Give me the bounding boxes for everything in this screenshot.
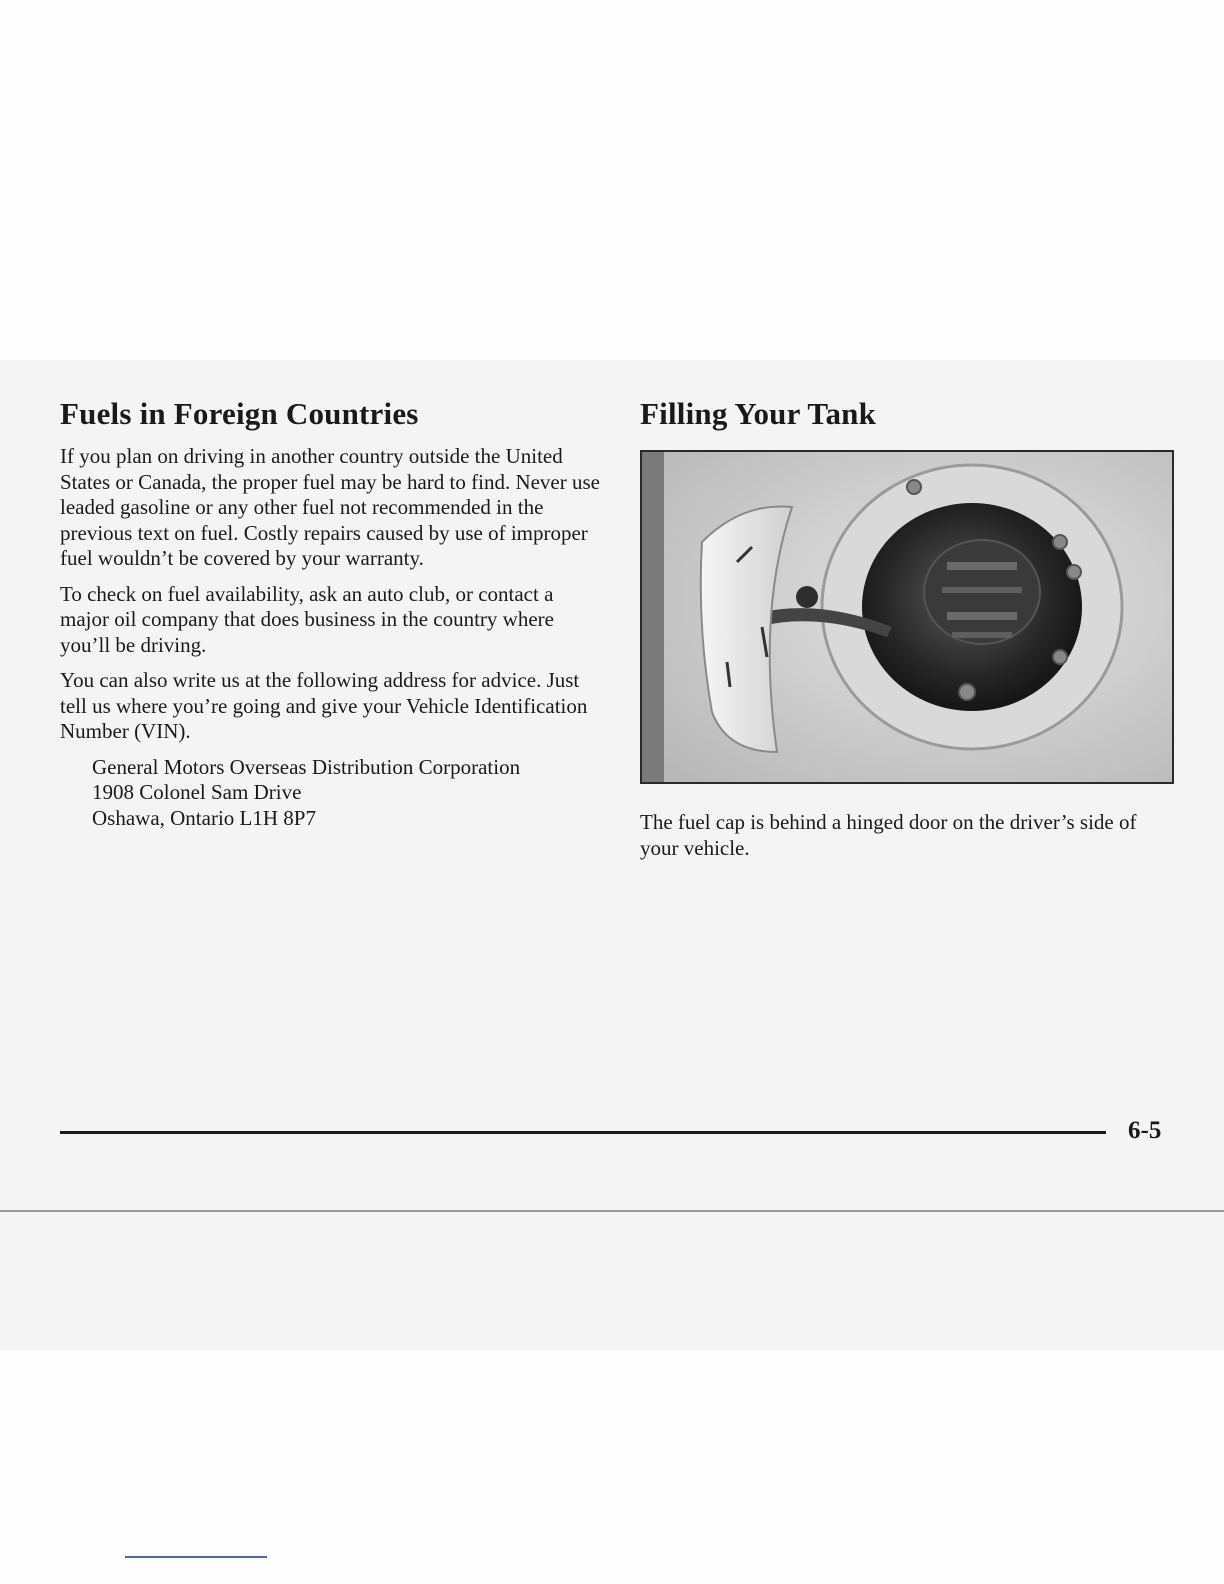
footer-rule [60, 1131, 1106, 1134]
right-column [640, 395, 1180, 861]
left-column [60, 395, 605, 831]
address-line: Oshawa, Ontario L1H 8P7 [92, 805, 316, 830]
photo-caption: The fuel cap is behind a hinged door on the driver’s side of your vehicle. [640, 810, 1137, 860]
paragraph-fuel-availability-warning: If you plan on driving in another country outside the United States or Canada, the proper fuel may be hard to find. Never use leaded gasoline or any other fuel not recommended in the previous text on fuel. Costly repairs caused by use of improper fuel wouldn’t be covered by your warranty. [60, 444, 600, 571]
section-heading-fuels-foreign: Fuels in Foreign Countries [60, 396, 419, 431]
fuel-door-photo [640, 450, 1174, 784]
address-line: 1908 Colonel Sam Drive [92, 780, 302, 805]
page-number: 6-5 [1128, 1117, 1162, 1144]
address-line: General Motors Overseas Distribution Corporation [92, 754, 521, 779]
bottom-link-underline [125, 1556, 267, 1558]
section-heading-filling-tank: Filling Your Tank [640, 396, 877, 431]
mailing-address [60, 755, 605, 832]
paragraph-check-availability: To check on fuel availability, ask an auto club, or contact a major oil company that does business in the country where you’ll be driving. [60, 581, 554, 657]
paragraph-write-us: You can also write us at the following address for advice. Just tell us where you’re going and give your Vehicle Identification Number (VIN). [60, 668, 588, 744]
page-edge-divider [0, 1210, 1224, 1212]
